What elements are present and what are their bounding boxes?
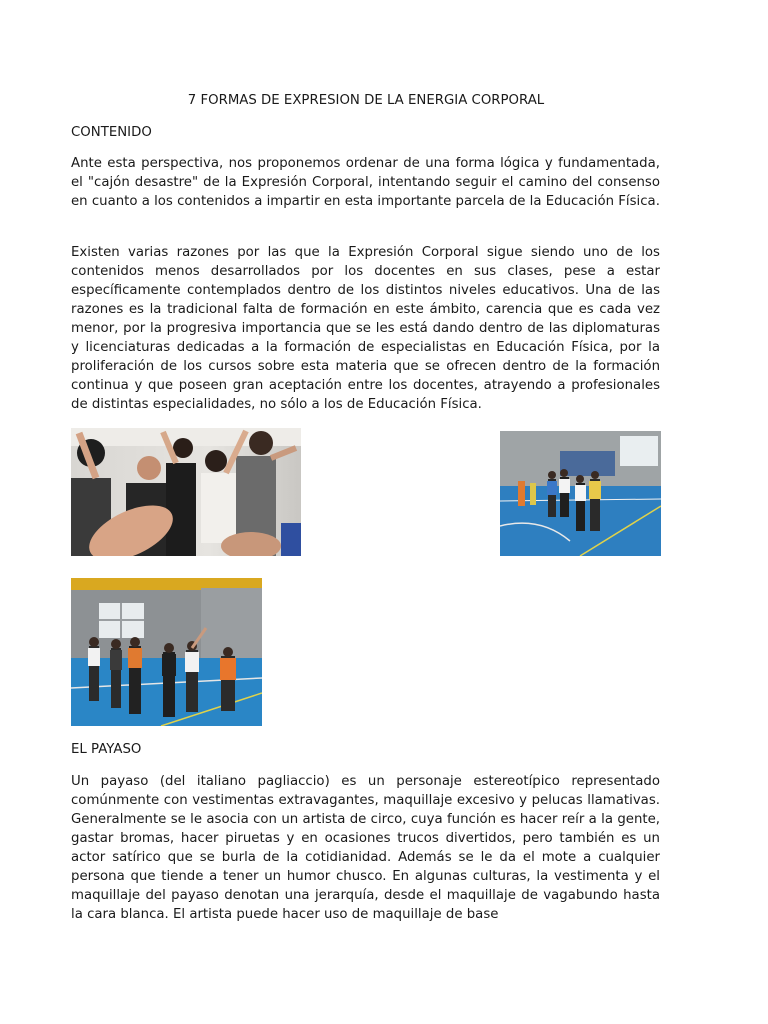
document-title: 7 FORMAS DE EXPRESION DE LA ENERGIA CORPORAL <box>187 93 545 108</box>
photo-gym-group-circle <box>71 578 262 726</box>
photo-gym-court-pairs <box>500 431 661 556</box>
paragraph-payaso: Un payaso (del italiano pagliaccio) es un personaje estereotípico representado comúnmente con vestimentas extravagantes, maquillaje excesivo y pelucas llamativas. Generalmente se le asocia con un artista de circo, cuya función es hacer reír a la gente, gastar bromas, hacer piruetas y en ocasiones trucos divertidos, pero también es un actor satírico que se burla de la cotidianidad. Además se le da el mote a cualquier persona que tiende a tener un humor chusco. En algunas culturas, la vestimenta y el maquillaje del payaso denotan una jerarquía, desde el maquillaje de vagabundo hasta la cara blanca. El artista puede hacer uso de maquillaje de base <box>71 774 660 922</box>
section-heading-contenido: CONTENIDO <box>71 125 152 140</box>
photo-group-arms-raised <box>71 428 301 556</box>
paragraph-intro: Ante esta perspectiva, nos proponemos ordenar de una forma lógica y fundamentada, el "cajón desastre" de la Expresión Corporal, intentando seguir el camino del consenso en cuanto a los contenidos a impartir en esta importante parcela de la Educación Física. <box>71 156 660 209</box>
paragraph-reasons: Existen varias razones por las que la Expresión Corporal sigue siendo uno de los contenidos menos desarrollados por los docentes en sus clases, pese a estar específicamente contemplados dentro de los distintos niveles educativos. Una de las razones es la tradicional falta de formación en este ámbito, carencia que es cada vez menor, por la progresiva importancia que se les está dando dentro de las diplomaturas y licenciaturas dedicadas a la formación de especialistas en Educación Física, por la proliferación de los cursos sobre esta materia que se ofrecen dentro de la formación continua y que poseen gran aceptación entre los docentes, atrayendo a profesionales de distintas especialidades, no sólo a los de Educación Física. <box>71 245 660 412</box>
section-heading-el-payaso: EL PAYASO <box>71 742 142 757</box>
